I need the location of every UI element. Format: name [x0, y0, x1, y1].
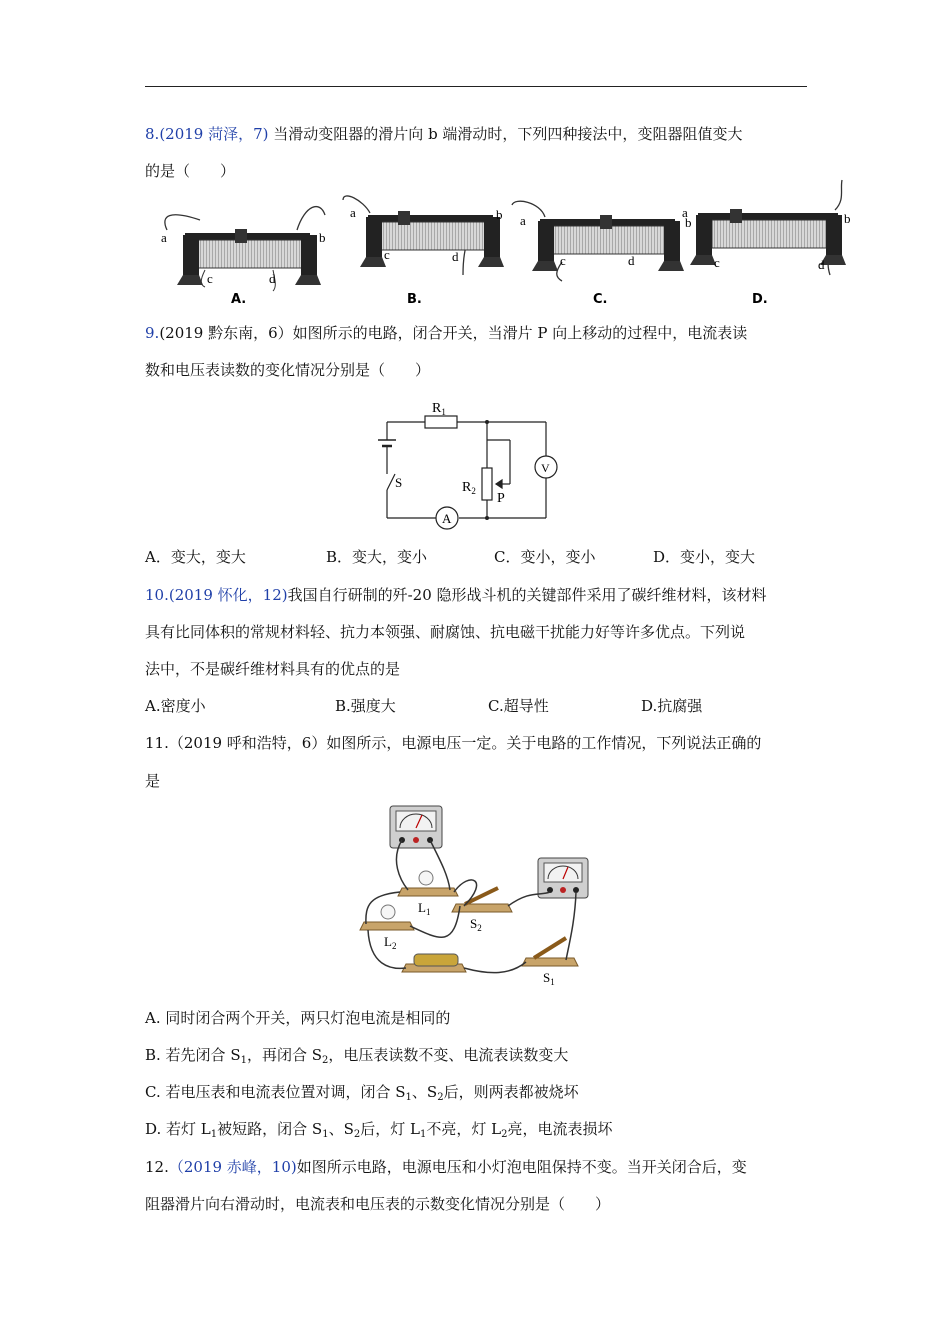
- q11-text: （2019 呼和浩特，6）如图所示，电源电压一定。关于电路的工作情况，下列说法正确的: [168, 734, 762, 752]
- rheostat-d: [682, 180, 851, 275]
- rheostat-c-term-d: d: [628, 253, 635, 268]
- rheostat-d-label: D.: [752, 292, 768, 307]
- rheostat-c-term-a: a: [520, 213, 526, 228]
- rheostat-c: [512, 201, 692, 281]
- q12-source: （2019 赤峰，10): [168, 1158, 297, 1176]
- q9-option-d[interactable]: D．变小，变大: [653, 548, 756, 566]
- q12-text: 如图所示电路，电源电压和小灯泡电阻保持不变。当开关闭合后，变: [296, 1158, 747, 1176]
- q10-option-b[interactable]: B.强度大: [335, 697, 396, 715]
- q8-rheostat-figure: [145, 185, 851, 310]
- q11-circuit-photo: [360, 800, 590, 995]
- rheostat-d-term-d: d: [818, 257, 825, 272]
- rheostat-a-term-b: b: [319, 230, 326, 245]
- q12-number: 12.: [145, 1158, 169, 1176]
- rheostat-a-label: A.: [231, 292, 247, 307]
- q9-line1: [145, 323, 747, 343]
- q12-line2: 阻器滑片向右滑动时，电流表和电压表的示数变化情况分别是（ ）: [145, 1195, 611, 1213]
- rheostat-b-label: B.: [407, 292, 422, 307]
- q10-option-c[interactable]: C.超导性: [488, 697, 549, 715]
- rheostat-a-term-a: a: [161, 230, 167, 245]
- q10-text: 我国自行研制的歼-20 隐形战斗机的关键部件采用了碳纤维材料，该材料: [287, 586, 767, 604]
- q8-line2: 的是（ ）: [145, 162, 236, 180]
- voltmeter-label: V: [541, 461, 550, 475]
- q9-number: 9.: [145, 324, 160, 342]
- voltmeter-device: [390, 806, 442, 848]
- rheostat-a: [161, 207, 326, 291]
- rheostat-b-term-d: d: [452, 249, 459, 264]
- q11-line2: 是: [145, 772, 161, 790]
- q10-number: 10.: [145, 586, 169, 604]
- q11-line1: [145, 733, 761, 753]
- q8-source: (2019 菏泽，7): [159, 125, 269, 143]
- q9-options: [145, 547, 815, 567]
- rheostat-b: [343, 196, 504, 275]
- q11-option-c[interactable]: C. 若电压表和电流表位置对调，闭合 $S_1$、$S_2$后，则两表都被烧坏: [145, 1083, 579, 1103]
- rheostat-a-term-c: c: [207, 271, 213, 286]
- slider-p-label: P: [497, 491, 505, 506]
- rheostat-a-term-d: d: [269, 271, 276, 286]
- rheostat-d-term-c: c: [714, 255, 720, 270]
- q10-options: [145, 696, 815, 716]
- r2-label: $R_2$: [462, 480, 476, 496]
- switch-s-label: S: [395, 475, 403, 490]
- rheostat-d-term-a: a: [682, 205, 688, 220]
- q10-source: (2019 怀化，12): [168, 586, 288, 604]
- battery: [402, 954, 466, 972]
- q9-option-a[interactable]: A．变大，变大: [145, 548, 246, 566]
- q11-option-d[interactable]: D. 若灯 $L_1$被短路，闭合 $S_1$、$S_2$后，灯 $L_1$不亮，灯 $L_2$亮，电流表损坏: [145, 1120, 613, 1140]
- q9-text: (2019 黔东南，6）如图所示的电路，闭合开关，当滑片 P 向上移动的过程中，电流表读: [159, 324, 748, 342]
- ammeter-device: [538, 858, 588, 898]
- rheostat-d-term-b: b: [844, 211, 851, 226]
- q8-text: 当滑动变阻器的滑片向 b 端滑动时，下列四种接法中，变阻器阻值变大: [273, 125, 743, 143]
- s2-label: $S_2$: [470, 916, 482, 933]
- q9-circuit-diagram: [370, 390, 570, 535]
- ammeter-label: A: [442, 511, 452, 526]
- q8-number: 8.: [145, 125, 160, 143]
- rheostat-b-term-b: b: [496, 207, 503, 222]
- q10-option-a[interactable]: A.密度小: [145, 697, 206, 715]
- r1-label: $R_1$: [432, 401, 446, 417]
- q9-option-c[interactable]: C．变小，变小: [494, 548, 596, 566]
- rheostat-b-term-a: a: [350, 205, 356, 220]
- q12-line1: [145, 1157, 747, 1177]
- rheostat-c-term-b: b: [685, 215, 692, 230]
- q11-option-a[interactable]: A. 同时闭合两个开关，两只灯泡电流是相同的: [145, 1009, 451, 1027]
- l2-label: $L_2$: [384, 934, 397, 951]
- q9-line2: 数和电压表读数的变化情况分别是（ ）: [145, 361, 431, 379]
- header-rule: [145, 86, 807, 87]
- q11-number: 11.: [145, 734, 169, 752]
- rheostat-b-term-c: c: [384, 247, 390, 262]
- q8-line1: [145, 124, 742, 144]
- q10-line1: [145, 585, 767, 605]
- q10-line2: 具有比同体积的常规材料轻、抗力本领强、耐腐蚀、抗电磁干扰能力好等许多优点。下列说: [145, 623, 746, 641]
- q10-line3: 法中，不是碳纤维材料具有的优点的是: [145, 660, 401, 678]
- rheostat-c-label: C.: [593, 292, 608, 307]
- switch-s2: [452, 888, 512, 912]
- l1-label: $L_1$: [418, 900, 431, 917]
- q9-option-b[interactable]: B．变大，变小: [326, 548, 428, 566]
- q11-option-b[interactable]: B. 若先闭合 $S_1$，再闭合 $S_2$，电压表读数不变、电流表读数变大: [145, 1046, 569, 1066]
- rheostat-c-term-c: c: [560, 253, 566, 268]
- s1-label: $S_1$: [543, 970, 555, 987]
- q10-option-d[interactable]: D.抗腐强: [641, 697, 703, 715]
